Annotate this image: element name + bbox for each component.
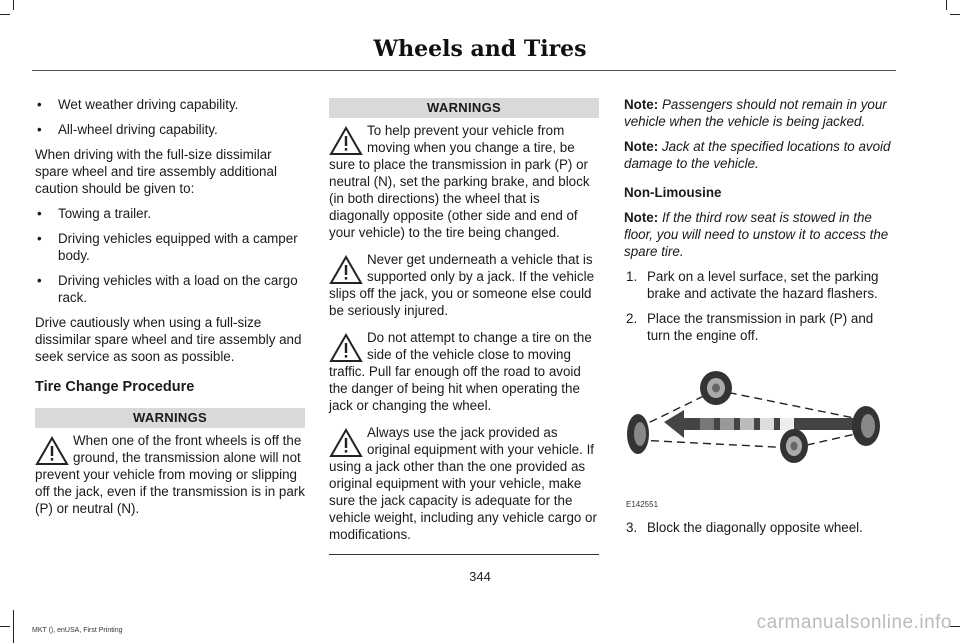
- step-text: Block the diagonally opposite wheel.: [647, 520, 863, 535]
- arrow-segment: [720, 418, 734, 430]
- bullet-item: • All-wheel driving capability.: [37, 122, 218, 137]
- arrow-segment: [700, 418, 714, 430]
- dashed-line: [716, 390, 864, 420]
- bullet-item: • Wet weather driving capability.: [37, 97, 239, 112]
- warnings-bar: WARNINGS: [329, 98, 599, 118]
- column-right: [624, 96, 896, 352]
- note-paragraph: [624, 209, 896, 260]
- tire: [627, 414, 649, 454]
- drive-note-paragraph: Drive cautiously when using a full-size dissimilar spare wheel and tire assembly and seek service as soon as possible.: [35, 315, 302, 364]
- watermark: carmanualsonline.info: [756, 612, 952, 633]
- bullet-text: Driving vehicles equipped with a camper body.: [58, 231, 298, 263]
- step-number: 1.: [626, 269, 638, 284]
- warning-text: Never get underneath a vehicle that is supported only by a jack. If the vehicle slips off the jack, you or someone else could be seriously injured.: [329, 252, 595, 318]
- warning-triangle-icon: [329, 428, 363, 458]
- dashed-line: [638, 440, 794, 448]
- crop-mark: [946, 0, 947, 10]
- warning-triangle-icon: [329, 255, 363, 285]
- step-text: Place the transmission in park (P) and turn the engine off.: [647, 311, 874, 343]
- crop-mark: [0, 14, 10, 15]
- tire: [780, 429, 808, 463]
- crop-mark: [950, 14, 960, 15]
- warning-text: To help prevent your vehicle from moving when you change a tire, be sure to place the transmission in park (P) or neutral (N), set the parking brake, and block (in both directions) the wheel that is diagonally opposite (other side and end of your vehicle) to the tire being changed.: [329, 123, 590, 240]
- warning-triangle-icon: [329, 333, 363, 363]
- tire-diagram-icon: [624, 350, 896, 510]
- column-left: [35, 96, 305, 527]
- note-paragraph: [624, 96, 896, 130]
- arrow-segment: [740, 418, 754, 430]
- intro-paragraph: When driving with the full-size dissimilar spare wheel and tire assembly additional caution should be given to:: [35, 147, 277, 196]
- edition-footer: MKT (), enUSA, First Printing: [32, 627, 123, 634]
- note-label: Note:: [624, 139, 659, 154]
- page-number: 344: [469, 569, 491, 584]
- note-label: Note:: [624, 97, 659, 112]
- bullet-text: All-wheel driving capability.: [58, 122, 218, 137]
- warning-block: [329, 424, 599, 543]
- warning-block: [329, 122, 599, 241]
- section-heading: Tire Change Procedure: [35, 379, 195, 395]
- page-title: Wheels and Tires: [373, 36, 587, 62]
- warning-text: Always use the jack provided as original equipment with your vehicle. If using a jack other than the one provided as original equipment with your vehicle, make sure the jack capacity is adequate for the vehicle weight, including any vehicle cargo or modifications.: [329, 425, 597, 542]
- note-text: Passengers should not remain in your vehicle when the vehicle is being jacked.: [624, 97, 887, 129]
- bullet-item: • Towing a trailer.: [37, 206, 152, 221]
- bullet-text: Driving vehicles with a load on the cargo rack.: [58, 273, 298, 305]
- bullet-text: Towing a trailer.: [58, 206, 152, 221]
- warnings-bar: WARNINGS: [35, 408, 305, 428]
- step-item: [624, 519, 919, 536]
- note-text: Jack at the specified locations to avoid damage to the vehicle.: [624, 139, 891, 171]
- note-label: Note:: [624, 210, 659, 225]
- warning-triangle-icon: [35, 436, 69, 466]
- subheading: Non-Limousine: [624, 185, 722, 200]
- step-number: 2.: [626, 311, 638, 326]
- step-item: [624, 268, 896, 302]
- note-paragraph: [624, 138, 896, 172]
- warning-text: Do not attempt to change a tire on the side of the vehicle close to moving traffic. Pull far enough off the road to avoid the danger of being hit when operating the jack or changing the wheel.: [329, 330, 592, 413]
- warning-block: [35, 432, 305, 517]
- step-text: Park on a level surface, set the parking brake and activate the hazard flashers.: [647, 269, 879, 301]
- arrow-segment: [780, 418, 794, 430]
- step-item: [624, 310, 896, 344]
- warning-triangle-icon: [329, 126, 363, 156]
- tire: [852, 406, 880, 446]
- crop-mark: [13, 610, 14, 643]
- header-rule: [32, 70, 896, 71]
- column-middle: [329, 98, 599, 555]
- crop-mark: [0, 626, 10, 627]
- warning-text: When one of the front wheels is off the ground, the transmission alone will not prevent your vehicle from moving or slipping off the jack, even if the transmission is in park (P) or neutral (N).: [35, 433, 305, 516]
- bullet-item: • Driving vehicles with a load on the cargo rack.: [37, 273, 298, 305]
- step-number: 3.: [626, 520, 638, 535]
- bullet-text: Wet weather driving capability.: [58, 97, 239, 112]
- figure-id: E142551: [626, 500, 659, 509]
- warning-block: [329, 251, 599, 319]
- tire: [700, 371, 732, 405]
- warning-block: [329, 329, 599, 414]
- arrow-segment: [760, 418, 774, 430]
- note-text: If the third row seat is stowed in the floor, you will need to unstow it to access the spare tire.: [624, 210, 889, 259]
- crop-mark: [13, 0, 14, 10]
- bullet-item: • Driving vehicles equipped with a camper body.: [37, 231, 298, 263]
- warnings-end-rule: [329, 553, 599, 555]
